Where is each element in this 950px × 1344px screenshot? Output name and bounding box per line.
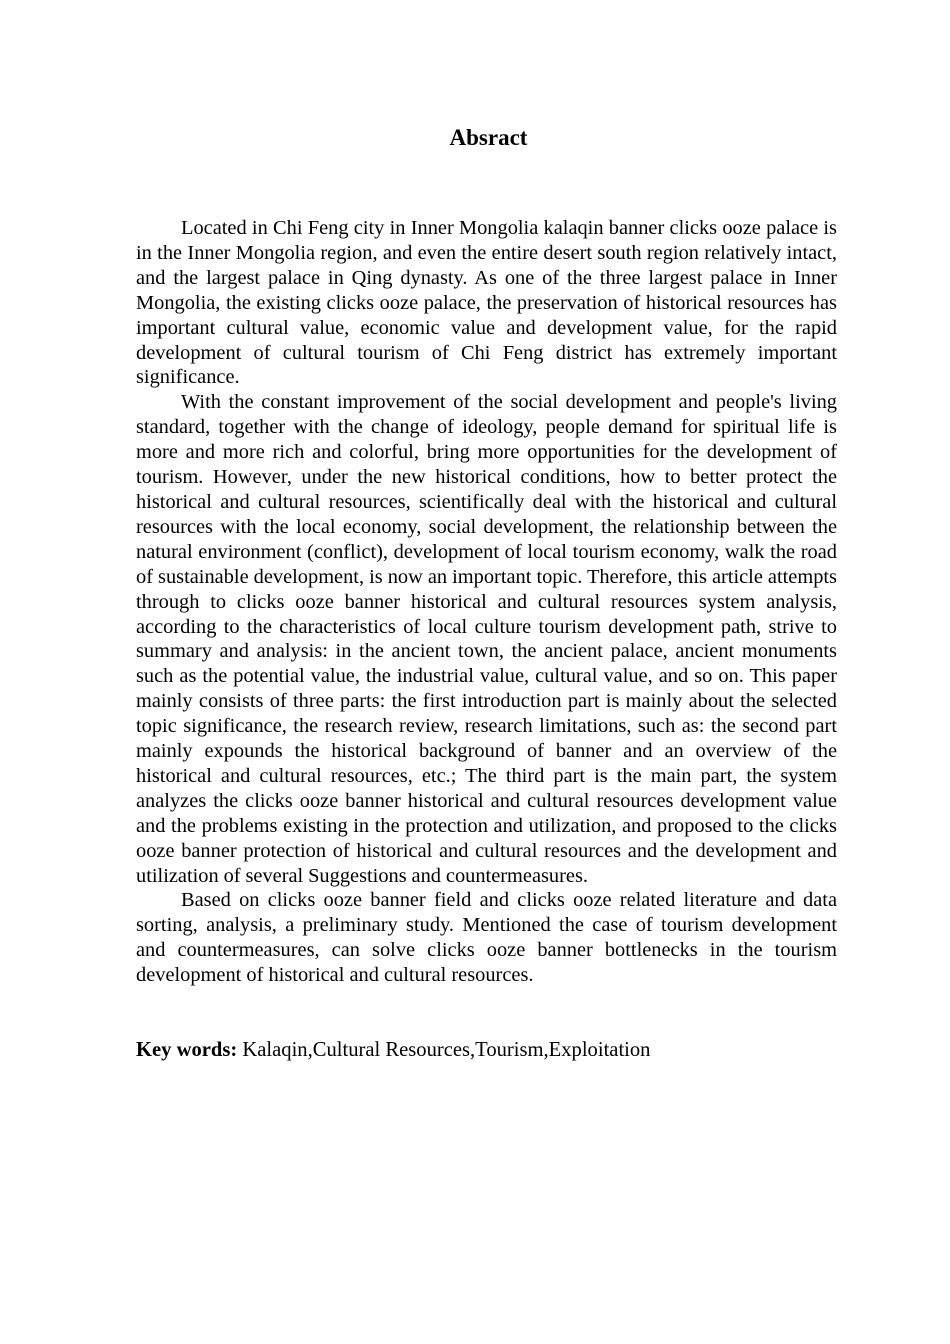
abstract-paragraph-1: Located in Chi Feng city in Inner Mongolia kalaqin banner clicks ooze palace is in the Inner Mongolia region, and even the entire desert south region relatively intact, and the largest palace in Qing dynasty. As one of the three largest palace in Inner Mongolia, the existing clicks ooze palace, the preservation of historical resources has important cultural value, economic value and development value, for the rapid development of cultural tourism of Chi Feng district has extremely important significance.	[136, 217, 837, 389]
keywords-text: Kalaqin,Cultural Resources,Tourism,Exploitation	[242, 1039, 651, 1062]
keywords-line	[136, 1038, 837, 1063]
abstract-paragraph-2: With the constant improvement of the social development and people's living standard, together with the change of ideology, people demand for spiritual life is more and more rich and colorful, bring more opportunities for the development of tourism. However, under the new historical conditions, how to better protect the historical and cultural resources, scientifically deal with the historical and cultural resources with the local economy, social development, the relationship between the natural environment (conflict), development of local tourism economy, walk the road of sustainable development, is now an important topic. Therefore, this article attempts through to clicks ooze banner historical and cultural resources system analysis, according to the characteristics of local culture tourism development path, strive to summary and analysis: in the ancient town, the ancient palace, ancient monuments such as the potential value, the industrial value, cultural value, and so on. This paper mainly consists of three parts: the first introduction part is mainly about the selected topic significance, the research review, research limitations, such as: the second part mainly expounds the historical background of banner and an overview of the historical and cultural resources, etc.; The third part is the main part, the system analyzes the clicks ooze banner historical and cultural resources development value and the problems existing in the protection and utilization, and proposed to the clicks ooze banner protection of historical and cultural resources and the development and utilization of several Suggestions and countermeasures.	[136, 391, 837, 887]
abstract-paragraph-3: Based on clicks ooze banner field and clicks ooze related literature and data sorting, analysis, a preliminary study. Mentioned the case of tourism development and countermeasures, can solve clicks ooze banner bottlenecks in the tourism development of historical and cultural resources.	[136, 889, 837, 987]
keywords-label: Key words:	[136, 1039, 238, 1062]
abstract-page	[136, 118, 837, 1063]
abstract-title: Absract	[449, 125, 528, 150]
